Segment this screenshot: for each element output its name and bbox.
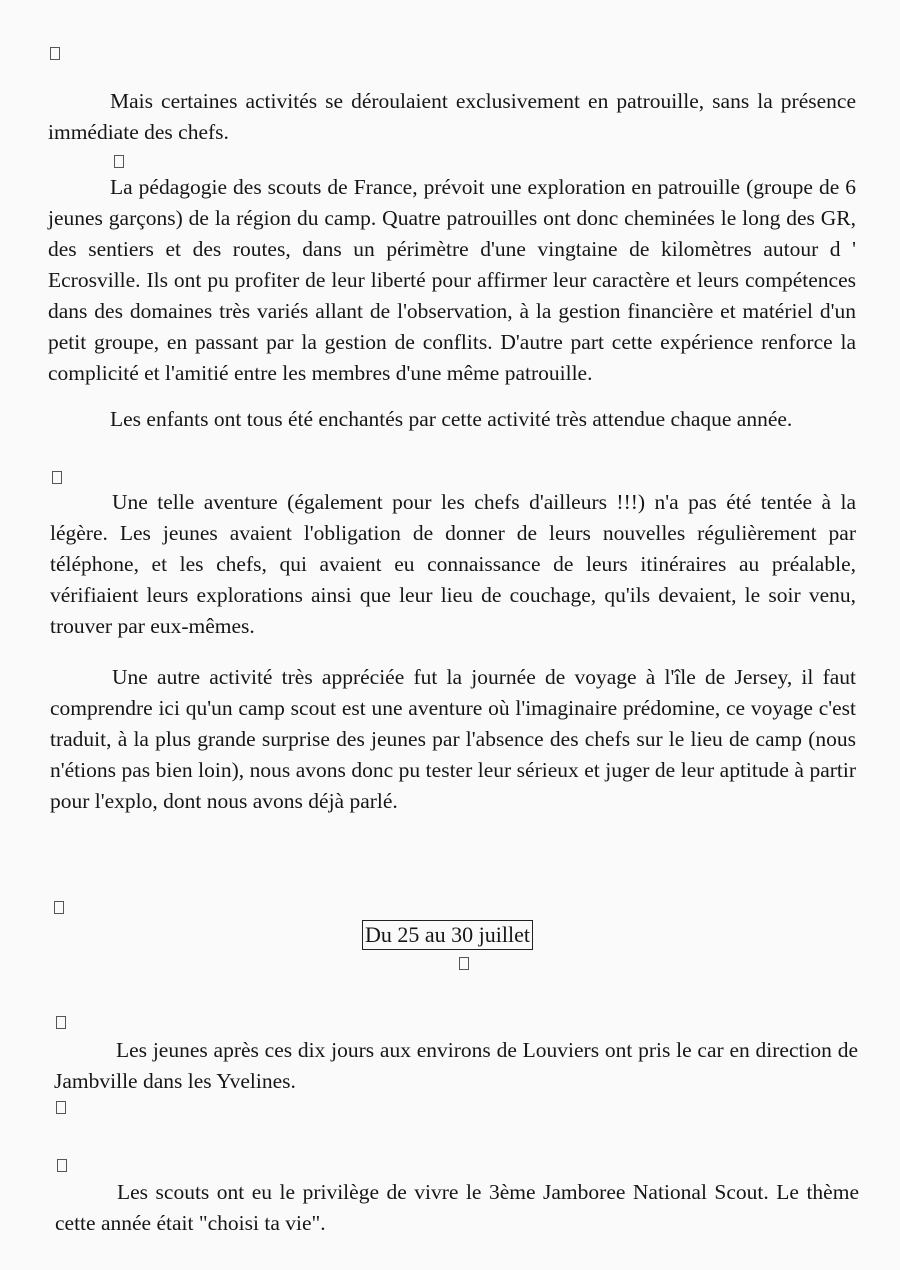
- placeholder-glyph: [114, 155, 124, 168]
- paragraph-aventure: Une telle aventure (également pour les chefs d'ailleurs !!!) n'a pas été tentée à la légère. Les jeunes avaient l'obligation de donner de leurs nouvelles régulièrement par téléphone, et les chefs, qui avaient eu connaissance de leurs itinéraires au préalable, vérifiaient leurs explorations ainsi que leur lieu de couchage, qu'ils devaient, le soir venu, trouver par eux-mêmes.: [50, 490, 856, 638]
- placeholder-glyph: [57, 1159, 67, 1172]
- paragraph-patrouille: Mais certaines activités se déroulaient exclusivement en patrouille, sans la présence immédiate des chefs.: [48, 89, 856, 144]
- placeholder-glyph: [50, 47, 60, 60]
- placeholder-glyph: [459, 957, 469, 970]
- placeholder-glyph: [56, 1016, 66, 1029]
- paragraph-jamboree: Les scouts ont eu le privilège de vivre le 3ème Jamboree National Scout. Le thème cette année était "choisi ta vie".: [55, 1180, 859, 1235]
- paragraph-jersey: Une autre activité très appréciée fut la journée de voyage à l'île de Jersey, il faut comprendre ici qu'un camp scout est une aventure où l'imaginaire prédomine, ce voyage c'est traduit, à la plus grande surprise des jeunes par l'absence des chefs sur le lieu de camp (nous n'étions pas bien loin), nous avons donc pu tester leur sérieux et juger de leur aptitude à partir pour l'explo, dont nous avons déjà parlé.: [50, 665, 856, 813]
- placeholder-glyph: [54, 901, 64, 914]
- paragraph-enfants: Les enfants ont tous été enchantés par cette activité très attendue chaque année.: [110, 407, 793, 431]
- date-heading: Du 25 au 30 juillet: [362, 920, 533, 950]
- paragraph-louviers: Les jeunes après ces dix jours aux environs de Louviers ont pris le car en direction de Jambville dans les Yvelines.: [54, 1038, 858, 1093]
- placeholder-glyph: [52, 471, 62, 484]
- placeholder-glyph: [56, 1101, 66, 1114]
- paragraph-pedagogie: La pédagogie des scouts de France, prévoit une exploration en patrouille (groupe de 6 jeunes garçons) de la région du camp. Quatre patrouilles ont donc cheminées le long des GR, des sentiers et des routes, dans un périmètre d'une vingtaine de kilomètres autour d ' Ecrosville. Ils ont pu profiter de leur liberté pour affirmer leur caractère et leurs compétences dans des domaines très variés allant de l'observation, à la gestion financière et matériel d'un petit groupe, en passant par la gestion de conflits. D'autre part cette expérience renforce la complicité et l'amitié entre les membres d'une même patrouille.: [48, 175, 856, 385]
